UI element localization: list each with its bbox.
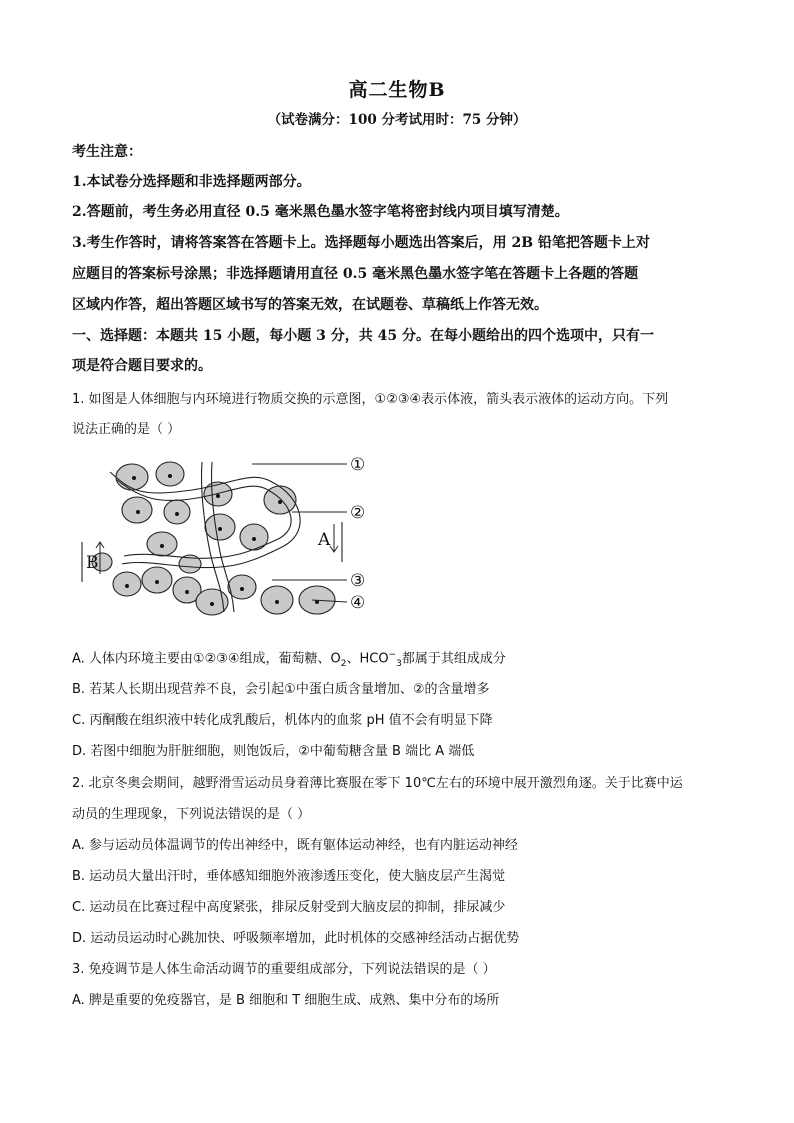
section-heading-line-2: 项是符合题目要求的。 [72, 358, 212, 374]
body-fluid-diagram [72, 452, 382, 632]
notice-heading: 考生注意： [72, 144, 142, 160]
q2-option-c[interactable]: C. 运动员在比赛过程中高度紧张，排尿反射受到大脑皮层的抑制，排尿减少 [72, 900, 506, 915]
notice-item-3-line-3: 区域内作答，超出答题区域书写的答案无效，在试题卷、草稿纸上作答无效。 [72, 297, 548, 313]
notice-item-2: 2.答题前，考生务必用直径 0.5 毫米黑色墨水签字笔将密封线内项目填写清楚。 [72, 204, 569, 220]
tissue-cell [122, 497, 152, 523]
label-2: ② [350, 503, 366, 523]
q1-option-a[interactable]: A. 人体内环境主要由①②③④组成，葡萄糖、$O_2$、$HCO^-_3$都属于其组成成分 [72, 650, 506, 669]
q1-stem-line-1: 1. 如图是人体细胞与内环境进行物质交换的示意图，①②③④表示体液，箭头表示液体的运动方向。下列 [72, 392, 669, 407]
q3-stem-line-1: 3. 免疫调节是人体生命活动调节的重要组成部分，下列说法错误的是（ ） [72, 962, 496, 977]
section-heading-line-1: 一、选择题：本题共 15 小题，每小题 3 分，共 45 分。在每小题给出的四个选项中，只有一 [72, 328, 654, 344]
q2-option-d[interactable]: D. 运动员运动时心跳加快、呼吸频率增加，此时机体的交感神经活动占据优势 [72, 931, 520, 946]
notice-item-3-line-1: 3.考生作答时，请将答案答在答题卡上。选择题每小题选出答案后，用 2B 铅笔把答题卡上对 [72, 235, 650, 251]
arrow-label-a: A [318, 530, 331, 550]
q3-option-a[interactable]: A. 脾是重要的免疫器官，是 B 细胞和 T 细胞生成、成熟、集中分布的场所 [72, 993, 500, 1008]
label-4: ④ [350, 593, 366, 613]
q1-stem-line-2: 说法正确的是（ ） [72, 422, 181, 437]
q2-stem-line-1: 2. 北京冬奥会期间，越野滑雪运动员身着薄比赛服在零下 10℃左右的环境中展开激烈角逐。关于比赛中运 [72, 776, 683, 791]
q1-option-d[interactable]: D. 若图中细胞为肝脏细胞，则饱饭后，②中葡萄糖含量 B 端比 A 端低 [72, 744, 475, 759]
q2-stem-line-2: 动员的生理现象，下列说法错误的是（ ） [72, 807, 311, 822]
q2-option-b[interactable]: B. 运动员大量出汗时，垂体感知细胞外液渗透压变化，使大脑皮层产生渴觉 [72, 869, 506, 884]
page-title: 高二生物B [348, 79, 446, 101]
notice-item-3-line-2: 应题目的答案标号涂黑；非选择题请用直径 0.5 毫米黑色墨水签字笔在答题卡上各题的答题 [72, 266, 639, 282]
arrow-label-b: B [86, 553, 99, 573]
label-3: ③ [350, 571, 366, 591]
q2-option-a[interactable]: A. 参与运动员体温调节的传出神经中，既有躯体运动神经，也有内脏运动神经 [72, 838, 518, 853]
q1-figure [72, 452, 382, 632]
q1-option-c[interactable]: C. 丙酮酸在组织液中转化成乳酸后，机体内的血浆 pH 值不会有明显下降 [72, 713, 493, 728]
tissue-cell [116, 464, 148, 490]
exam-subtitle: （试卷满分：100 分考试用时：75 分钟） [267, 112, 527, 128]
label-1: ① [350, 455, 366, 475]
q1-option-b[interactable]: B. 若某人长期出现营养不良，会引起①中蛋白质含量增加、②的含量增多 [72, 682, 490, 697]
notice-item-1: 1.本试卷分选择题和非选择题两部分。 [72, 174, 311, 190]
